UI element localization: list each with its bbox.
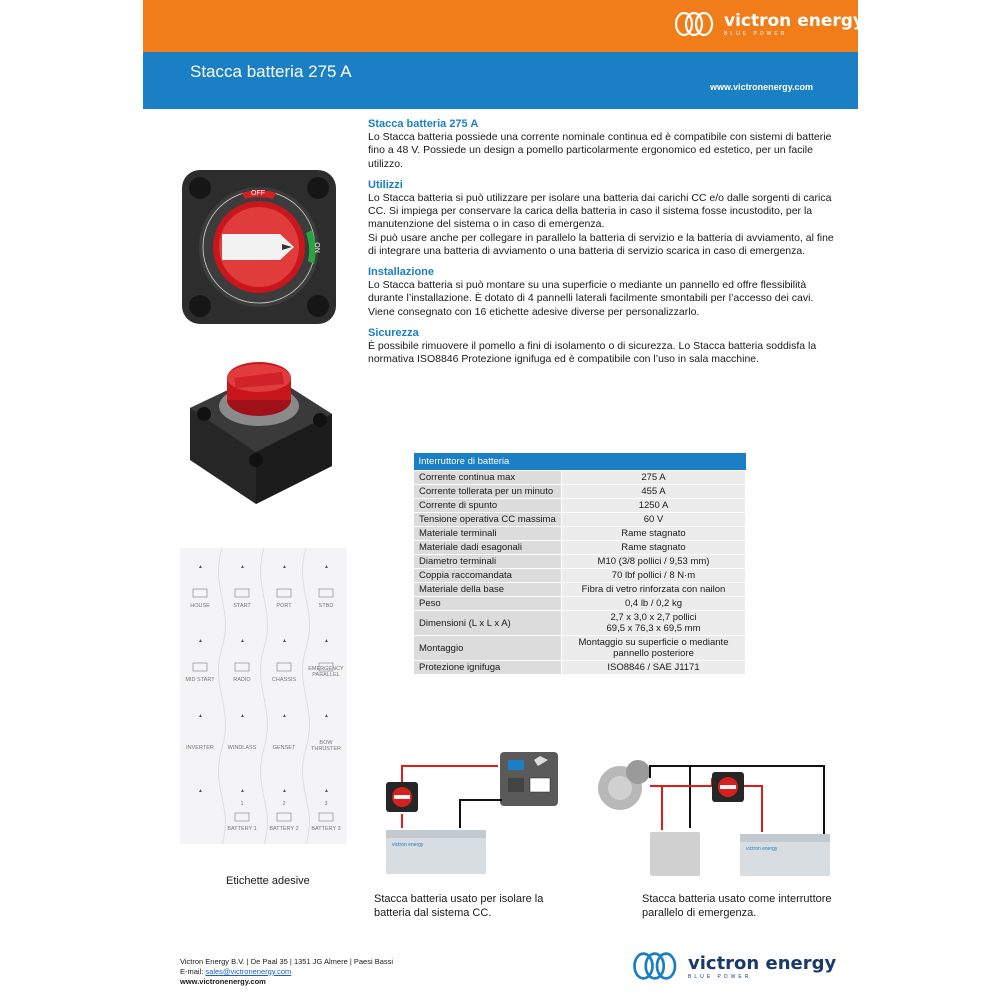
triangle-icon: ▲ xyxy=(240,564,245,570)
section-body: È possibile rimuovere il pomello a fini di isolamento o di sicurezza. Lo Stacca batteria soddisfa la normativa ISO8846 Protezione ignifuga ed è compatibile con l’uso in sala macchine. xyxy=(368,340,817,366)
table-row: Corrente continua max 275 A xyxy=(414,471,746,485)
section-body: Lo Stacca batteria si può montare su una superficie o mediante un pannello ed offre flessibilità durante l’installazione. È dotato di 4 pannelli laterali facilmente smontabili per l’accesso dei cavi. Viene consegnato con 16 etichette adesive diverse per personalizzarlo. xyxy=(368,279,814,318)
header-url[interactable]: www.victronenergy.com xyxy=(710,82,814,92)
triangle-icon: ▲ xyxy=(282,788,287,794)
table-row: Corrente tollerata per un minuto 455 A xyxy=(414,485,746,499)
diagram-parallel xyxy=(592,752,842,880)
table-row: Tensione operativa CC massima 60 V xyxy=(414,513,746,527)
section-body: Si può usare anche per collegare in parallelo la batteria di servizio e la batteria di avviamento, al fine di integrare una batteria di avviamento o una batteria di servizio scarica in caso di emergenza. xyxy=(368,231,834,257)
triangle-icon: ▲ xyxy=(198,713,203,719)
sticker-label: BATTERY 2 xyxy=(269,826,299,832)
table-row: Corrente di spunto 1250 A xyxy=(414,499,746,513)
victron-logo-footer xyxy=(630,950,836,982)
triangle-icon: ▲ xyxy=(282,713,287,719)
section-heading: Sicurezza xyxy=(368,326,419,339)
section-heading: Utilizzi xyxy=(368,178,403,191)
triangle-icon: ▲ xyxy=(282,638,287,644)
footer-address: Victron Energy B.V. | De Paal 35 | 1351 JG Almere | Paesi Bassi xyxy=(180,957,394,966)
footer-email-line: E-mail: sales@victronenergy.com xyxy=(180,967,292,976)
triangle-icon: ▲ xyxy=(324,788,329,794)
table-row: Materiale della base Fibra di vetro rinforzata con nailon xyxy=(414,583,746,597)
triangle-icon: ▲ xyxy=(198,564,203,570)
table-row: Coppia raccomandata 70 lbf pollici / 8 N·m xyxy=(414,569,746,583)
table-row: Diametro terminali M10 (3/8 pollici / 9,53 mm) xyxy=(414,555,746,569)
section-heading: Installazione xyxy=(368,266,435,279)
diagram1-caption: Stacca batteria usato per isolare la batteria dal sistema CC. xyxy=(374,893,544,919)
sticker-label: PORT xyxy=(276,603,292,609)
diagram2-caption: Stacca batteria usato come interruttore parallelo di emergenza. xyxy=(642,893,832,919)
brand-tagline: BLUE POWER xyxy=(688,973,752,980)
switch-side-view-image xyxy=(186,348,336,508)
brand-name: victron energy xyxy=(724,11,864,31)
sticker-label: CHASSIS xyxy=(271,677,297,683)
spec-table xyxy=(413,453,746,675)
victron-wave-icon xyxy=(630,950,684,982)
sticker-label: GENSET xyxy=(272,745,296,751)
section-body: Lo Stacca batteria si può utilizzare per isolare una batteria dai carichi CC e/o dalle sorgenti di carica CC. Si impiega per conservare la carica della batteria in caso il sistema fosse incustodito, per la manutenzione del sistema o in caso di emergenza. xyxy=(368,192,832,231)
description xyxy=(368,116,838,374)
sticker-number: 1 xyxy=(240,801,244,807)
sticker-label: EMERGENCY PARALLEL xyxy=(308,666,344,678)
sticker-label: STBD xyxy=(318,603,334,609)
table-row: Protezione ignifuga ISO8846 / SAE J1171 xyxy=(414,661,746,675)
triangle-icon: ▲ xyxy=(324,638,329,644)
footer-site[interactable]: www.victronenergy.com xyxy=(180,977,266,986)
triangle-icon: ▲ xyxy=(240,788,245,794)
triangle-icon: ▲ xyxy=(240,638,245,644)
stickers-caption: Etichette adesive xyxy=(226,875,310,887)
sticker-label: BATTERY 1 xyxy=(227,826,257,832)
sticker-label: MID START xyxy=(185,677,215,683)
sticker-label: BATTERY 3 xyxy=(311,826,341,832)
footer-email-link[interactable]: sales@victronenergy.com xyxy=(205,967,292,976)
triangle-icon: ▲ xyxy=(324,713,329,719)
sticker-grid-lines xyxy=(180,548,347,844)
victron-logo-top xyxy=(672,10,864,38)
victron-wave-icon xyxy=(672,10,720,38)
sticker-sheet xyxy=(180,548,347,844)
table-row: Materiale dadi esagonali Rame stagnato xyxy=(414,541,746,555)
table-row: Dimensioni (L x L x A) 2,7 x 3,0 x 2,7 pollici 69,5 x 76,3 x 69,5 mm xyxy=(414,611,746,636)
section-body: Lo Stacca batteria possiede una corrente nominale continua ed è compatibile con sistemi di batterie fino a 48 V. Possiede un design a pomello particolarmente ergonomico ed estetico, per un facile utilizzo. xyxy=(368,131,832,170)
sticker-label: RADIO xyxy=(233,677,251,683)
table-row: Materiale terminali Rame stagnato xyxy=(414,527,746,541)
sticker-number: 3 xyxy=(324,801,328,807)
page-title: Stacca batteria 275 A xyxy=(190,62,352,81)
table-row: Montaggio Montaggio su superficie o mediante pannello posteriore xyxy=(414,636,746,661)
triangle-icon: ▲ xyxy=(198,788,203,794)
off-label: OFF xyxy=(251,190,265,197)
triangle-icon: ▲ xyxy=(198,638,203,644)
sticker-number: 2 xyxy=(282,801,286,807)
spec-table-header: Interruttore di batteria xyxy=(414,453,746,471)
footer xyxy=(180,957,393,987)
table-row: Peso 0,4 lb / 0,2 kg xyxy=(414,597,746,611)
triangle-icon: ▲ xyxy=(282,564,287,570)
section-heading: Stacca batteria 275 A xyxy=(368,118,479,130)
diagram-isolation xyxy=(378,748,568,878)
triangle-icon: ▲ xyxy=(240,713,245,719)
triangle-icon: ▲ xyxy=(324,564,329,570)
brand-name: victron energy xyxy=(688,952,837,974)
sticker-label: BOW THRUSTER xyxy=(311,740,341,752)
brand-tagline: BLUE POWER xyxy=(724,31,788,37)
sticker-label: WINDLASS xyxy=(227,745,257,751)
sticker-label: INVERTER xyxy=(186,745,214,751)
svg-text:victron energy: victron energy xyxy=(392,842,424,848)
svg-text:victron energy: victron energy xyxy=(746,846,778,852)
on-label: ON xyxy=(312,242,320,253)
sticker-label: HOUSE xyxy=(190,603,210,609)
sticker-label: START xyxy=(233,603,251,609)
